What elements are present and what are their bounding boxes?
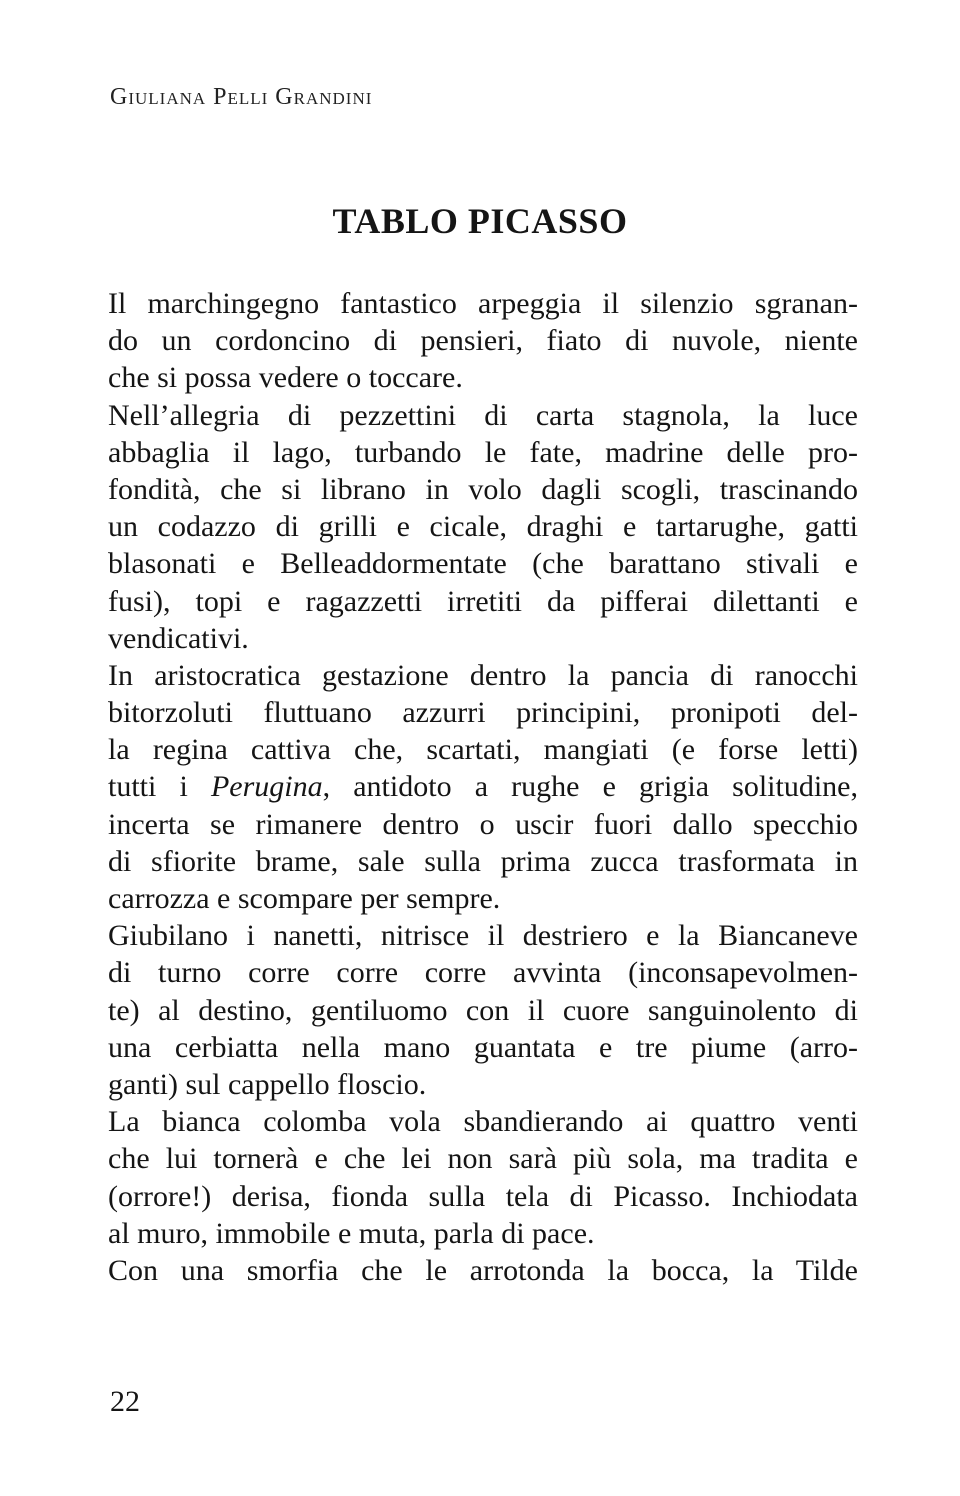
text-segment: do un cordoncino di pensieri, fiato di nuvole, niente	[108, 324, 858, 358]
chapter-title: TABLO PICASSO	[332, 201, 628, 241]
text-line	[108, 508, 858, 545]
text-segment: ganti) sul cappello floscio.	[108, 1067, 427, 1101]
text-line	[108, 620, 858, 657]
paragraph	[108, 917, 858, 1103]
text-line	[108, 1252, 858, 1289]
text-line	[108, 917, 858, 954]
text-segment: La bianca colomba vola sbandierando ai quattro venti	[108, 1105, 858, 1139]
italic-text: Perugina	[210, 770, 323, 804]
text-segment: Il marchingegno fantastico arpeggia il silenzio sgranan-	[108, 287, 858, 320]
running-head-author: Giuliana Pelli Grandini	[110, 84, 373, 110]
text-line	[108, 1178, 858, 1215]
text-line	[108, 583, 858, 620]
text-segment: un codazzo di grilli e cicale, draghi e tartarughe, gatti	[108, 510, 858, 544]
text-segment: blasonati e Belleaddormentate (che barattano stivali e	[108, 547, 858, 581]
text-line	[108, 1066, 858, 1103]
text-segment: che lui tornerà e che lei non sarà più sola, ma tradita e	[108, 1142, 858, 1176]
text-line	[108, 768, 858, 805]
text-segment: una cerbiatta nella mano guantata e tre piume (arro-	[108, 1030, 858, 1064]
paragraph	[108, 1103, 858, 1252]
body-text	[108, 285, 858, 1289]
text-segment: fusi), topi e ragazzetti irretiti da pifferai dilettanti e	[108, 584, 858, 618]
text-line	[108, 545, 858, 582]
text-segment: carrozza e scompare per sempre.	[108, 882, 501, 915]
text-line	[108, 843, 858, 880]
text-line	[108, 397, 858, 434]
text-line	[108, 471, 858, 508]
text-line	[108, 285, 858, 322]
text-segment: che si possa vedere o toccare.	[108, 361, 463, 395]
paragraph	[108, 285, 858, 397]
text-segment: Giubilano i nanetti, nitrisce il destriero e la Biancaneve	[108, 919, 858, 953]
paragraph	[108, 657, 858, 917]
text-segment: te) al destino, gentiluomo con il cuore sanguinolento di	[108, 993, 858, 1027]
text-line	[108, 806, 858, 843]
text-segment: al muro, immobile e muta, parla di pace.	[108, 1216, 595, 1250]
text-line	[108, 1215, 858, 1252]
text-line	[108, 1140, 858, 1177]
text-segment: tutti i	[108, 770, 211, 804]
text-segment: bitorzoluti fluttuano azzurri principini, pronipoti del-	[108, 696, 858, 730]
text-line	[108, 694, 858, 731]
text-segment: di sfiorite brame, sale sulla prima zucca trasformata in	[108, 844, 858, 878]
text-segment: (orrore!) derisa, fionda sulla tela di Picasso. Inchiodata	[108, 1179, 858, 1213]
text-line	[108, 1103, 858, 1140]
text-line	[108, 880, 858, 917]
page-number: 22	[110, 1385, 140, 1418]
text-segment: , antidoto a rughe e grigia solitudine,	[322, 770, 858, 804]
text-segment: In aristocratica gestazione dentro la pancia di ranocchi	[108, 658, 858, 692]
paragraph	[108, 397, 858, 657]
text-line	[108, 434, 858, 471]
text-line	[108, 322, 858, 359]
text-segment: vendicativi.	[108, 621, 249, 655]
paragraph	[108, 1252, 858, 1289]
text-segment: Nell’allegria di pezzettini di carta stagnola, la luce	[108, 398, 858, 432]
text-segment: fondità, che si librano in volo dagli scogli, trascinando	[108, 472, 858, 506]
text-line	[108, 992, 858, 1029]
text-line	[108, 359, 858, 396]
text-segment: Con una smorfia che le arrotonda la bocca, la Tilde	[108, 1253, 858, 1287]
text-segment: incerta se rimanere dentro o uscir fuori dallo specchio	[108, 807, 858, 841]
text-line	[108, 731, 858, 768]
text-line	[108, 657, 858, 694]
text-line	[108, 1029, 858, 1066]
text-segment: abbaglia il lago, turbando le fate, madrine delle pro-	[108, 435, 858, 469]
text-segment: la regina cattiva che, scartati, mangiati (e forse letti)	[108, 733, 858, 767]
text-segment: di turno corre corre corre avvinta (inconsapevolmen-	[108, 956, 858, 990]
text-line	[108, 954, 858, 991]
